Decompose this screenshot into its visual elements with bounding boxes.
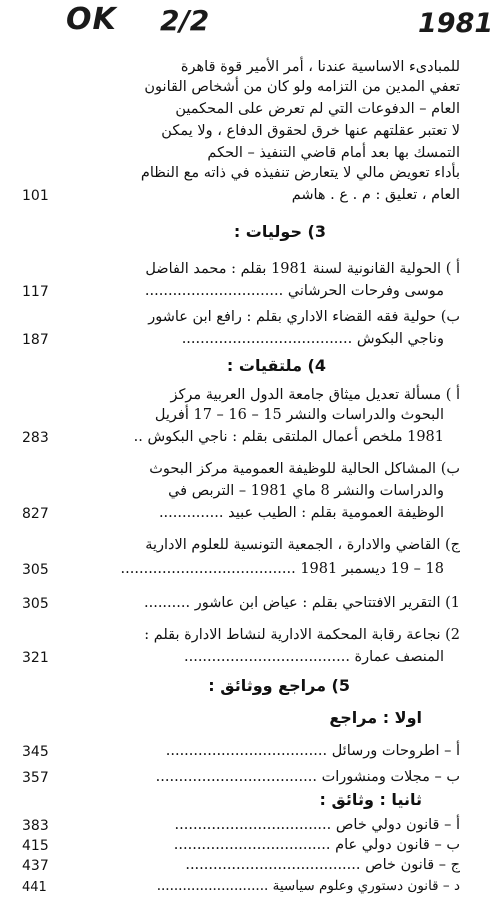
page-number: 305 (22, 562, 49, 578)
toc-entry-line: 1) التقرير الافتتاحي بقلم : عياض ابن عاشور .......... (144, 595, 460, 611)
page-number: 283 (22, 430, 49, 446)
page-number: 357 (22, 770, 49, 786)
section-3-heading: 3) حوليات : (233, 222, 326, 241)
toc-entry-line: ب) المشاكل الحالية للوظيفة العمومية مركز البحوث (149, 461, 460, 477)
intro-line: لا تعتبر عقلتهم عنها خرق لحقوق الدفاع ، ولا يمكن (161, 123, 460, 139)
page-number: 305 (22, 596, 49, 612)
intro-line: التمسك بها بعد أمام قاضي التنفيذ – الحكم (207, 145, 460, 161)
toc-entry-line: موسى وفرحات الحرشاني .............................. (144, 283, 444, 299)
toc-entry-line: د – قانون دستوري وعلوم سياسية .......................... (156, 878, 460, 894)
toc-entry-line: 1981 ملخص أعمال الملتقى بقلم : ناجي البكوش .. (133, 429, 444, 445)
toc-entry-line: أ ) مسألة تعديل ميثاق جامعة الدول العربية مركز (170, 387, 460, 403)
page-number: 383 (22, 818, 49, 834)
toc-entry-line: أ ) الحولية القانونية لسنة 1981 بقلم : محمد الفاضل (145, 261, 460, 277)
page-number: 827 (22, 506, 49, 522)
toc-entry-line: أ – قانون دولي خاص .................................. (174, 817, 460, 833)
toc-entry-line: المنصف عمارة .................................... (184, 649, 444, 665)
subsection-references-heading: اولا : مراجع (329, 708, 422, 727)
entry-marker: د (453, 878, 460, 894)
page-number: 415 (22, 838, 49, 854)
page-number: 345 (22, 744, 49, 760)
toc-entry-line: ب – قانون دولي عام .................................. (173, 837, 460, 853)
handwritten-year: 1981 (418, 8, 494, 39)
page-number: 187 (22, 332, 49, 348)
section-5-heading: 5) مراجع ووثائق : (208, 676, 350, 695)
intro-line: العام ، تعليق : م . ع . هاشم (291, 187, 460, 203)
page-number: 441 (22, 880, 47, 895)
toc-entry-line: ج) القاضي والادارة ، الجمعية التونسية للعلوم الادارية (145, 537, 460, 553)
toc-entry-line: البحوث والدراسات والنشر 15 – 16 – 17 أفريل (154, 407, 444, 423)
page-number: 321 (22, 650, 49, 666)
page-number: 437 (22, 858, 49, 874)
intro-line: للمبادىء الاساسية عندنا ، أمر الأمير قوة قاهرة (180, 59, 460, 75)
toc-entry-line: أ – اطروحات ورسائل ................................... (165, 743, 460, 759)
page-number: 117 (22, 284, 49, 300)
toc-entry-line: 2) نجاعة رقابة المحكمة الادارية لنشاط الادارة بقلم : (144, 627, 460, 643)
toc-entry-line: وناجي البكوش ..................................... (181, 331, 444, 347)
toc-entry-line: الوظيفة العمومية بقلم : الطيب عبيد .............. (158, 505, 444, 521)
handwritten-page-count: 2/2 (160, 4, 210, 37)
section-4-heading: 4) ملتقيات : (226, 356, 326, 375)
subsection-documents-heading: ثانيا : وثائق : (319, 790, 422, 809)
toc-entry-line: والدراسات والنشر 8 ماي 1981 – التربص في (168, 483, 444, 499)
intro-line: بأداء تعويض مالي لا يتعارض تنفيذه في ذاته مع النظام (140, 165, 460, 181)
intro-line: العام – الدفوعات التي لم تعرض على المحكمين (175, 101, 460, 117)
page-number: 101 (22, 188, 49, 204)
handwritten-ok-mark: OK (66, 2, 117, 37)
toc-entry-line: ب) حولية فقه القضاء الاداري بقلم : رافع ابن عاشور (148, 309, 460, 325)
entry-label: قانون دستوري وعلوم سياسية (272, 878, 439, 894)
intro-line: تعفي المدين من التزامه ولو كان من أشخاص القانون (144, 79, 460, 95)
toc-entry-line: ب – مجلات ومنشورات ................................... (155, 769, 460, 785)
toc-entry-line: 18 – 19 ديسمبر 1981 ...................................... (120, 561, 444, 577)
toc-entry-line: ج – قانون خاص ...................................... (185, 857, 460, 873)
